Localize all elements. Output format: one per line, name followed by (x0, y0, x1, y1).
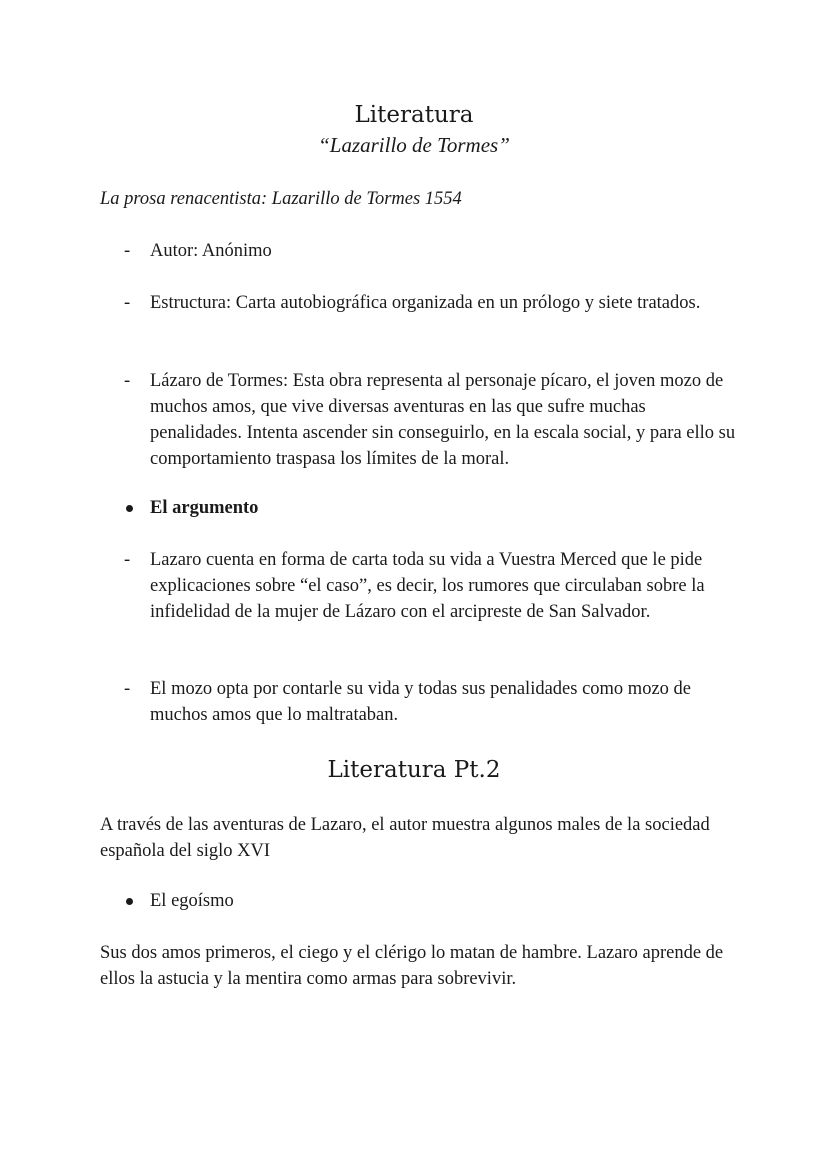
intro-line: La prosa renacentista: Lazarillo de Tormes 1554 (100, 189, 462, 209)
bullet-egoismo (100, 888, 740, 914)
dash-marker: - (124, 550, 131, 570)
list-item-text: El mozo opta por contarle su vida y todas sus penalidades como mozo de muchos amos que lo maltrataban. (150, 679, 691, 725)
paragraph-egoismo: Sus dos amos primeros, el ciego y el clérigo lo matan de hambre. Lazaro aprende de ellos la astucia y la mentira como armas para sobrevivir. (100, 943, 724, 989)
list-item-autor (100, 238, 740, 264)
bullet-icon (126, 898, 133, 905)
dash-marker: - (124, 241, 131, 261)
dash-marker: - (124, 371, 131, 391)
bullet-icon (126, 505, 133, 512)
argumento-heading: El argumento (150, 498, 259, 518)
page-subtitle: “Lazarillo de Tormes” (318, 133, 510, 157)
list-item-carta (100, 547, 740, 625)
list-item-text: Lázaro de Tormes: Esta obra representa al personaje pícaro, el joven mozo de muchos amos, que vive diversas aventuras en las que sufre muchas penalidades. Intenta ascender sin conseguirlo, en la escala social, y para ello su comportamiento traspasa los límites de la moral. (150, 371, 736, 469)
list-item-estructura (100, 290, 740, 316)
dash-marker: - (124, 679, 131, 699)
egoismo-label: El egoísmo (150, 891, 234, 911)
bullet-argumento (100, 495, 740, 521)
list-item-mozo (100, 676, 740, 728)
paragraph-intro-pt2: A través de las aventuras de Lazaro, el autor muestra algunos males de la sociedad española del siglo XVI (100, 815, 710, 861)
list-item-lazaro (100, 368, 740, 472)
section-title: Literatura Pt.2 (327, 757, 501, 783)
list-item-text: Estructura: Carta autobiográfica organizada en un prólogo y siete tratados. (150, 293, 701, 313)
list-item-text: Autor: Anónimo (150, 241, 272, 261)
dash-marker: - (124, 293, 131, 313)
page-title: Literatura (354, 102, 474, 128)
list-item-text: Lazaro cuenta en forma de carta toda su vida a Vuestra Merced que le pide explicaciones sobre “el caso”, es decir, los rumores que circulaban sobre la infidelidad de la mujer de Lázaro con el arcipreste de San Salvador. (150, 550, 705, 622)
